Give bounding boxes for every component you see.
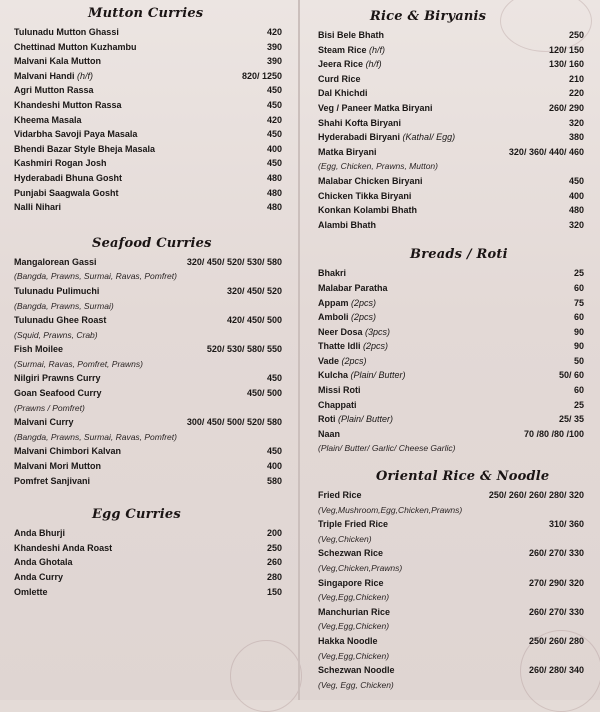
menu-item-note: (Kathal/ Egg) <box>402 132 456 143</box>
menu-item <box>318 488 584 503</box>
menu-item-note: (2pcs) <box>351 297 377 308</box>
menu-item-name <box>318 310 376 325</box>
menu-item-label: Bhendi Bazar Style Bheja Masala <box>14 143 156 154</box>
menu-item <box>14 526 282 541</box>
menu-item-note: (Plain/ Butter) <box>350 370 406 381</box>
menu-item-label: Bisi Bele Bhath <box>318 30 385 40</box>
menu-item <box>14 474 282 489</box>
menu-item <box>14 555 282 570</box>
menu-item <box>14 127 282 142</box>
menu-item-price: 200 <box>266 528 282 539</box>
menu-item-name <box>318 101 433 116</box>
menu-item-price: 400 <box>266 461 282 472</box>
menu-item-price: 450/ 500 <box>246 388 282 399</box>
menu-item-label: Hyderabadi Bhuna Gosht <box>14 172 123 183</box>
menu-item-label: Nilgiri Prawns Curry <box>14 373 101 384</box>
menu-item-label: Kheema Masala <box>14 114 82 125</box>
menu-item-name <box>318 412 393 427</box>
menu-item <box>318 281 584 296</box>
menu-item-label: Schezwan Noodle <box>318 665 395 676</box>
menu-item-name <box>318 663 395 678</box>
menu-item <box>318 72 584 87</box>
menu-item-name <box>318 43 385 58</box>
menu-item-label: Bhakri <box>318 268 347 279</box>
menu-item-options: (Squid, Prawns, Crab) <box>14 329 98 340</box>
menu-item-price: 70 /80 /80 /100 <box>523 428 584 439</box>
menu-item-options: (Bangda, Prawns, Surmai) <box>14 300 114 311</box>
menu-item-price: 450 <box>266 85 282 96</box>
menu-item-note: (2pcs) <box>363 341 389 352</box>
menu-item-options: (Veg,Chicken,Prawns) <box>318 563 403 573</box>
menu-item <box>14 570 282 585</box>
menu-item-label: Hakka Noodle <box>318 635 378 646</box>
menu-item-label: Shahi Kofta Biryani <box>318 117 402 128</box>
menu-item-price: 450 <box>266 446 282 457</box>
menu-item-price: 150 <box>266 586 282 597</box>
menu-item-label: Tulunadu Ghee Roast <box>14 315 107 326</box>
menu-item <box>318 605 584 620</box>
menu-item-price: 60 <box>573 282 584 293</box>
menu-item-note: (h/f) <box>369 44 386 55</box>
menu-item-price: 320 <box>568 219 584 230</box>
menu-item-name <box>14 284 99 299</box>
menu-item-price: 400 <box>568 190 584 201</box>
menu-item-note: (h/f) <box>77 70 94 81</box>
menu-item-label: Anda Curry <box>14 572 64 582</box>
menu-item-name <box>14 156 107 171</box>
menu-item-label: Veg / Paneer Matka Biryani <box>318 102 433 113</box>
menu-item-name <box>14 555 73 570</box>
menu-item <box>14 156 282 171</box>
menu-item-price: 260/ 280/ 340 <box>528 665 584 676</box>
menu-item-name <box>318 517 388 532</box>
menu-item-name <box>318 546 383 561</box>
menu-item-label: Tulunadu Mutton Ghassi <box>14 27 119 37</box>
menu-item-label: Malvani Chimbori Kalvan <box>14 446 122 457</box>
menu-item-name <box>318 218 376 233</box>
menu-item-price: 580 <box>266 475 282 486</box>
menu-item <box>318 86 584 101</box>
menu-item-note: (3pcs) <box>365 326 391 337</box>
menu-item <box>14 342 282 357</box>
menu-item-name <box>318 296 376 311</box>
menu-item-label: Punjabi Saagwala Gosht <box>14 187 119 198</box>
menu-item-options: (Surmai, Ravas, Pomfret, Prawns) <box>14 358 143 369</box>
menu-item <box>14 142 282 157</box>
menu-item-options: (Plain/ Butter/ Garlic/ Cheese Garlic) <box>318 443 456 454</box>
menu-item <box>14 25 282 40</box>
menu-item-label: Schezwan Rice <box>318 548 384 559</box>
menu-item <box>318 546 584 561</box>
menu-item-label: Hyderabadi Biryani <box>318 132 401 143</box>
section-heading-oriental-rice-noodle: Oriental Rice & Noodle <box>376 469 550 485</box>
right-column <box>318 0 584 692</box>
menu-item-label: Vade <box>318 355 340 366</box>
menu-item-label: Alambi Bhath <box>318 219 377 230</box>
section-heading-seafood-curries: Seafood Curries <box>92 235 212 251</box>
menu-item-price: 25 <box>573 399 584 410</box>
menu-item-name <box>318 189 411 204</box>
menu-item-label: Malvani Mori Mutton <box>14 461 101 472</box>
menu-item-label: Triple Fried Rice <box>318 519 389 530</box>
menu-item <box>318 203 584 218</box>
menu-item-label: Dal Khichdi <box>318 88 368 99</box>
menu-item-label: Omlette <box>14 586 48 597</box>
menu-item-price: 60 <box>573 312 584 323</box>
menu-item-name <box>14 371 101 386</box>
menu-item-price: 480 <box>568 205 584 216</box>
menu-item-label: Agri Mutton Rassa <box>14 85 94 96</box>
menu-item-name <box>14 570 63 585</box>
menu-item-price: 320 <box>568 117 584 128</box>
menu-item-price: 210 <box>568 73 584 84</box>
menu-item-options: (Prawns / Pomfret) <box>14 402 85 413</box>
menu-item-label: Tulunadu Pulimuchi <box>14 285 100 296</box>
menu-item-name <box>14 113 82 128</box>
menu-item-name <box>318 339 388 354</box>
menu-item-price: 260/ 270/ 330 <box>528 548 584 559</box>
menu-item-price: 270/ 290/ 320 <box>528 577 584 588</box>
menu-item-label: Naan <box>318 428 341 439</box>
menu-item <box>318 116 584 131</box>
menu-item-price: 50 <box>573 355 584 366</box>
section-heading-egg-curries: Egg Curries <box>92 507 181 523</box>
menu-item <box>14 40 282 55</box>
menu-item-label: Fish Moilee <box>14 344 64 355</box>
menu-item-label: Anda Ghotala <box>14 557 73 568</box>
menu-item-options: (Veg,Egg,Chicken) <box>318 650 390 661</box>
menu-item <box>318 634 584 649</box>
menu-item <box>318 398 584 413</box>
menu-item <box>14 54 282 69</box>
menu-item-label: Malvani Handi <box>14 70 75 81</box>
menu-item-price: 90 <box>573 341 584 352</box>
menu-item-label: Anda Bhurji <box>14 528 65 539</box>
menu-item <box>14 541 282 556</box>
menu-item <box>14 69 282 84</box>
menu-item-label: Malabar Paratha <box>318 282 388 293</box>
menu-item-name <box>318 174 423 189</box>
menu-item-options: (Egg, Chicken, Prawns, Mutton) <box>318 161 438 172</box>
menu-item-label: Konkan Kolambi Bhath <box>318 205 418 216</box>
menu-item-price: 380 <box>568 132 584 143</box>
menu-item-price: 820/ 1250 <box>241 70 282 81</box>
menu-item-label: Malabar Chicken Biryani <box>318 175 423 186</box>
menu-item-price: 520/ 530/ 580/ 550 <box>206 344 282 355</box>
menu-item <box>14 386 282 401</box>
menu-item-name <box>14 98 122 113</box>
menu-item-price: 420 <box>266 114 282 125</box>
menu-item-label: Appam <box>318 297 349 308</box>
menu-item-name <box>14 171 122 186</box>
menu-item-name <box>14 585 48 600</box>
menu-item-price: 480 <box>266 172 282 183</box>
menu-item-label: Fried Rice <box>318 490 362 501</box>
menu-item <box>318 427 584 442</box>
menu-item-label: Kulcha <box>318 370 349 381</box>
menu-item <box>318 576 584 591</box>
menu-item-options: (Veg,Mushroom,Egg,Chicken,Prawns) <box>318 504 463 515</box>
menu-item <box>14 113 282 128</box>
menu-item-name <box>318 634 378 649</box>
menu-item-name <box>318 72 361 87</box>
menu-item-price: 320/ 450/ 520/ 530/ 580 <box>186 256 282 267</box>
menu-item-name <box>318 281 388 296</box>
menu-item <box>14 98 282 113</box>
menu-item-name <box>14 313 106 328</box>
menu-item-price: 320/ 360/ 440/ 460 <box>508 146 584 157</box>
menu-item-name <box>318 203 417 218</box>
menu-item-name <box>14 142 155 157</box>
menu-item-price: 480 <box>266 187 282 198</box>
menu-item-label: Malvani Curry <box>14 417 74 428</box>
menu-item-name <box>318 605 390 620</box>
menu-item-price: 90 <box>573 326 584 337</box>
menu-item-name <box>14 186 119 201</box>
menu-item-name <box>14 54 101 69</box>
menu-item-label: Khandeshi Mutton Rassa <box>14 99 122 110</box>
menu-item-price: 25 <box>573 268 584 279</box>
menu-item <box>318 218 584 233</box>
menu-item-label: Singapore Rice <box>318 577 384 588</box>
column-divider <box>298 0 300 700</box>
menu-item-options: (Veg,Chicken) <box>318 533 372 544</box>
menu-item-label: Chappati <box>318 399 357 410</box>
menu-item-name <box>318 398 357 413</box>
menu-item-price: 60 <box>573 385 584 396</box>
menu-item-price: 300/ 450/ 500/ 520/ 580 <box>186 417 282 428</box>
menu-item-note: (2pcs) <box>341 355 367 366</box>
menu-item-price: 260/ 270/ 330 <box>528 606 584 617</box>
section-heading-rice-biryanis: Rice & Biryanis <box>370 9 487 24</box>
menu-item-label: Amboli <box>318 312 349 323</box>
menu-item <box>14 186 282 201</box>
menu-item-name <box>14 459 101 474</box>
menu-item-note: (h/f) <box>365 59 382 70</box>
menu-item-name <box>318 130 455 145</box>
menu-item <box>318 325 584 340</box>
menu-item-price: 25/ 35 <box>558 414 584 425</box>
menu-item <box>14 459 282 474</box>
menu-item-options: (Bangda, Prawns, Surmai, Ravas, Pomfret) <box>14 431 177 442</box>
menu-item <box>318 189 584 204</box>
menu-item-name <box>318 116 401 131</box>
menu-item-label: Khandeshi Anda Roast <box>14 542 113 553</box>
menu-item-name <box>318 28 384 43</box>
menu-item-label: Neer Dosa <box>318 326 363 337</box>
menu-item-name <box>318 325 390 340</box>
menu-item <box>318 663 584 678</box>
menu-item-price: 450 <box>266 158 282 169</box>
menu-item-label: Roti <box>318 414 336 425</box>
menu-item-name <box>14 541 112 556</box>
menu-item-price: 250 <box>568 30 584 40</box>
menu-item-note: (Plain/ Butter) <box>338 414 394 425</box>
menu-item <box>318 354 584 369</box>
menu-item <box>14 444 282 459</box>
menu-item <box>14 171 282 186</box>
menu-item-name <box>14 415 74 430</box>
menu-item-label: Kashmiri Rogan Josh <box>14 158 107 169</box>
menu-item-price: 390 <box>266 56 282 67</box>
section-heading-breads-roti: Breads / Roti <box>410 247 508 263</box>
menu-item <box>14 371 282 386</box>
menu-item-label: Chicken Tikka Biryani <box>318 190 412 201</box>
menu-item <box>318 145 584 160</box>
menu-item-name <box>14 386 102 401</box>
menu-item-price: 310/ 360 <box>548 519 584 530</box>
menu-item-price: 420/ 450/ 500 <box>226 315 282 326</box>
menu-item <box>318 174 584 189</box>
menu-item-name <box>318 57 382 72</box>
menu-item-label: Goan Seafood Curry <box>14 388 102 399</box>
menu-item-price: 250/ 260/ 280 <box>528 635 584 646</box>
menu-item-name <box>14 255 97 270</box>
left-column <box>14 0 282 599</box>
menu-item-name <box>14 526 65 541</box>
menu-item <box>318 368 584 383</box>
menu-item-label: Nalli Nihari <box>14 202 62 213</box>
menu-item-name <box>318 266 346 281</box>
menu-item-price: 260 <box>266 557 282 568</box>
menu-item-price: 450 <box>568 175 584 186</box>
menu-item-name <box>318 368 406 383</box>
menu-item-label: Pomfret Sanjivani <box>14 475 91 486</box>
menu-item-price: 450 <box>266 129 282 140</box>
menu-item-price: 450 <box>266 373 282 384</box>
menu-item-name <box>14 127 137 142</box>
menu-item-name <box>318 488 362 503</box>
section-heading-mutton-curries: Mutton Curries <box>88 6 204 21</box>
menu-item-label: Mangalorean Gassi <box>14 256 97 267</box>
menu-item <box>318 339 584 354</box>
menu-item-name <box>318 383 361 398</box>
menu-item-options: (Bangda, Prawns, Surmai, Ravas, Pomfret) <box>14 271 177 282</box>
menu-item-name <box>318 576 384 591</box>
menu-item-name <box>14 444 121 459</box>
menu-item-price: 250/ 260/ 260/ 280/ 320 <box>488 490 584 501</box>
menu-item-name <box>318 86 368 101</box>
menu-item-note: (2pcs) <box>351 312 377 323</box>
menu-item-label: Curd Rice <box>318 73 361 84</box>
menu-item <box>318 383 584 398</box>
menu-item-name <box>14 69 93 84</box>
menu-item-price: 260/ 290 <box>548 102 584 113</box>
menu-item <box>318 57 584 72</box>
menu-item <box>318 310 584 325</box>
menu-item-name <box>14 200 61 215</box>
menu-item-price: 400 <box>266 143 282 154</box>
menu-item <box>14 313 282 328</box>
menu-item <box>14 284 282 299</box>
menu-item-label: Manchurian Rice <box>318 606 391 617</box>
menu-item-name <box>318 427 340 442</box>
menu-item-name <box>14 342 63 357</box>
menu-item-name <box>318 354 367 369</box>
menu-item <box>14 255 282 270</box>
menu-item-price: 220 <box>568 88 584 99</box>
menu-item-label: Steam Rice <box>318 44 367 55</box>
menu-item <box>318 130 584 145</box>
menu-item-name <box>318 145 377 160</box>
menu-item-name <box>14 40 136 55</box>
menu-item-price: 50/ 60 <box>558 370 584 381</box>
menu-item-label: Jeera Rice <box>318 59 364 70</box>
menu-item <box>14 415 282 430</box>
menu-item-price: 130/ 160 <box>548 59 584 70</box>
menu-item-price: 280 <box>266 572 282 582</box>
menu-item-label: Matka Biryani <box>318 146 377 157</box>
menu-item <box>318 266 584 281</box>
menu-item-price: 390 <box>266 41 282 52</box>
menu-item-price: 120/ 150 <box>548 44 584 55</box>
menu-item-label: Vidarbha Savoji Paya Masala <box>14 129 138 140</box>
menu-item-label: Chettinad Mutton Kuzhambu <box>14 41 137 52</box>
menu-item <box>318 28 584 43</box>
menu-item-price: 320/ 450/ 520 <box>226 285 282 296</box>
menu-item <box>14 83 282 98</box>
menu-item <box>14 585 282 600</box>
menu-item <box>318 101 584 116</box>
menu-item-label: Malvani Kala Mutton <box>14 56 102 67</box>
menu-item-label: Missi Roti <box>318 385 361 396</box>
menu-item-price: 75 <box>573 297 584 308</box>
menu-item-price: 420 <box>266 27 282 37</box>
menu-item-price: 480 <box>266 202 282 213</box>
menu-item-options: (Veg, Egg, Chicken) <box>318 679 394 690</box>
menu-item-options: (Veg,Egg,Chicken) <box>318 592 390 603</box>
flower-decoration <box>230 640 302 712</box>
menu-item <box>318 517 584 532</box>
menu-item <box>14 200 282 215</box>
menu-item-label: Thatte Idli <box>318 341 361 352</box>
menu-item-price: 250 <box>266 542 282 553</box>
menu-item <box>318 43 584 58</box>
menu-item <box>318 412 584 427</box>
menu-item-price: 450 <box>266 99 282 110</box>
menu-item-name <box>14 83 94 98</box>
menu-item <box>318 296 584 311</box>
menu-item-name <box>14 25 119 40</box>
menu-item-options: (Veg,Egg,Chicken) <box>318 621 390 632</box>
menu-item-name <box>14 474 90 489</box>
